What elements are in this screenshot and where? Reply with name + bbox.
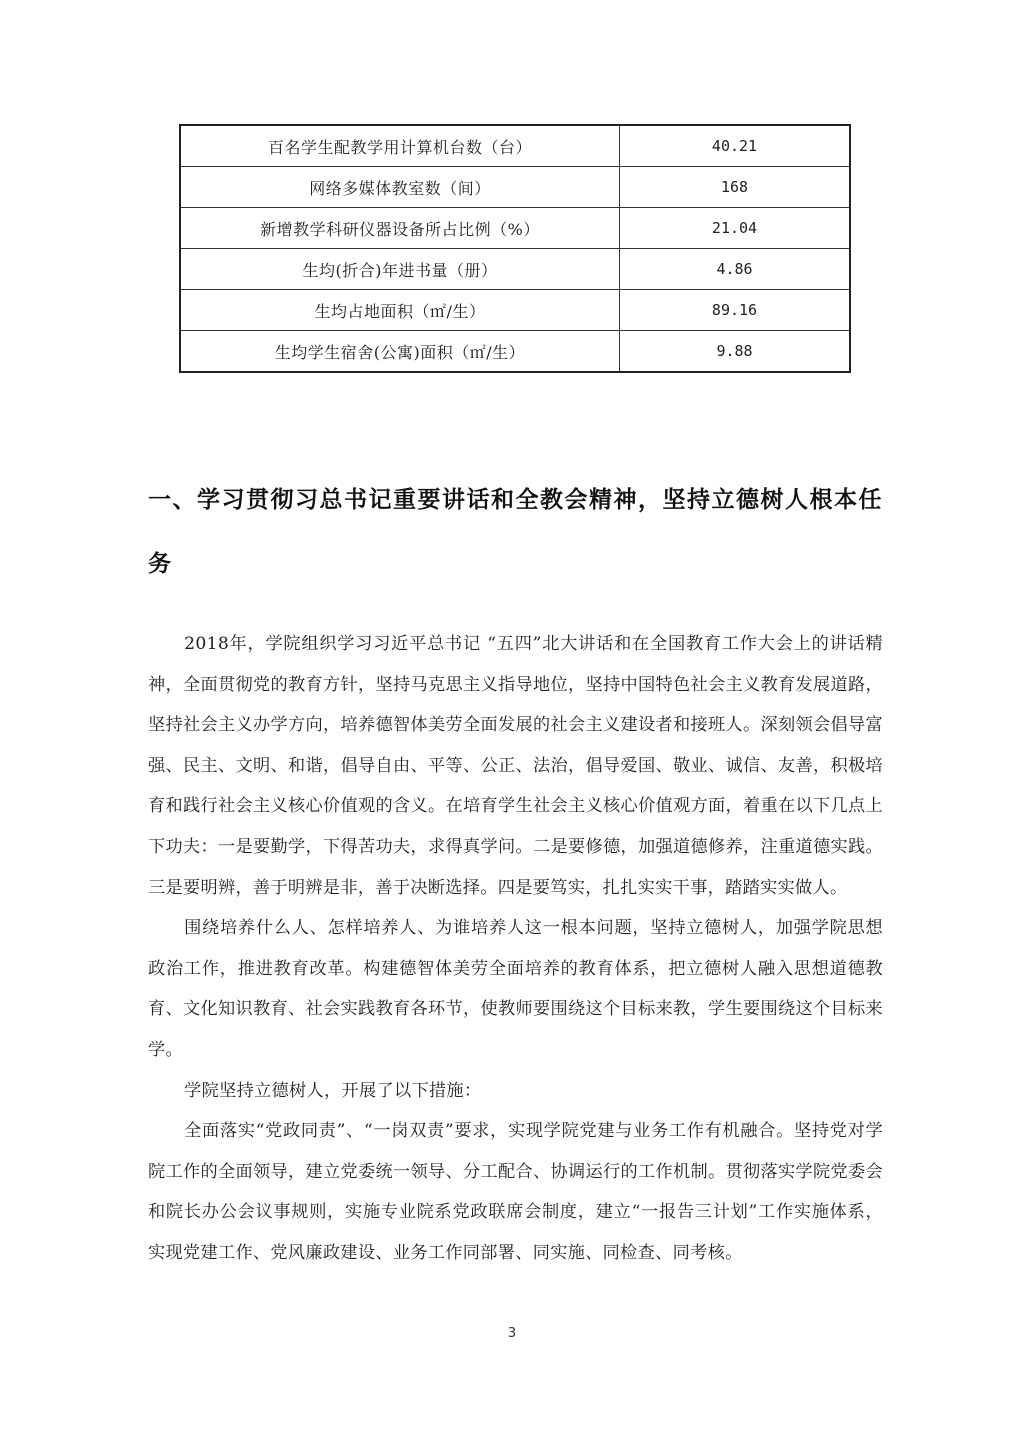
table-cell-value: 89.16 (620, 290, 851, 331)
table-row (180, 208, 850, 249)
paragraph: 全面落实“党政同责”、“一岗双责”要求，实现学院党建与业务工作有机融合。坚持党对学院工作的全面领导，建立党委统一领导、分工配合、协调运行的工作机制。贯彻落实学院党委会和院长办公会议事规则，实施专业院系党政联席会制度，建立“一报告三计划”工作实施体系，实现党建工作、党风廉政建设、业务工作同部署、同实施、同检查、同考核。 (148, 1121, 883, 1263)
paragraph: 学院坚持立德树人，开展了以下措施： (184, 1080, 482, 1101)
paragraph: 2018年，学院组织学习习近平总书记 “五四”北大讲话和在全国教育工作大会上的讲话精神，全面贯彻党的教育方针，坚持马克思主义指导地位，坚持中国特色社会主义教育发展道路，坚持社会主义办学方向，培养德智体美劳全面发展的社会主义建设者和接班人。深刻领会倡导富强、民主、文明、和谐，倡导自由、平等、公正、法治，倡导爱国、敬业、诚信、友善，积极培育和践行社会主义核心价值观的含义。在培育学生社会主义核心价值观方面，着重在以下几点上下功夫：一是要勤学，下得苦功夫，求得真学问。二是要修德，加强道德修养，注重道德实践。三是要明辨，善于明辨是非，善于决断选择。四是要笃实，扎扎实实干事，踏踏实实做人。 (148, 634, 883, 898)
table-cell-label: 网络多媒体教室数（间） (180, 167, 620, 208)
table-row (180, 167, 850, 208)
table-cell-label: 生均学生宿舍(公寓)面积（㎡/生） (180, 331, 620, 373)
table-cell-label: 生均(折合)年进书量（册） (180, 249, 620, 290)
table-row (180, 331, 850, 373)
table-cell-value: 9.88 (620, 331, 851, 373)
page-number: 3 (507, 1326, 517, 1341)
table-row (180, 249, 850, 290)
table-row (180, 290, 850, 331)
table-row (180, 125, 850, 167)
paragraph: 围绕培养什么人、怎样培养人、为谁培养人这一根本问题，坚持立德树人，加强学院思想政治工作，推进教育改革。构建德智体美劳全面培养的教育体系，把立德树人融入思想道德教育、文化知识教育、社会实践教育各环节，使教师要围绕这个目标来教，学生要围绕这个目标来学。 (148, 918, 883, 1060)
table-cell-label: 生均占地面积（㎡/生） (180, 290, 620, 331)
table-cell-value: 168 (620, 167, 851, 208)
body-text (148, 624, 883, 1274)
table-cell-label: 新增教学科研仪器设备所占比例（%） (180, 208, 620, 249)
table-cell-value: 4.86 (620, 249, 851, 290)
table-cell-label: 百名学生配教学用计算机台数（台） (180, 125, 620, 167)
section-heading: 一、学习贯彻习总书记重要讲话和全教会精神，坚持立德树人根本任务 (148, 487, 883, 577)
table-cell-value: 21.04 (620, 208, 851, 249)
statistics-table (179, 124, 851, 373)
table-cell-value: 40.21 (620, 125, 851, 167)
